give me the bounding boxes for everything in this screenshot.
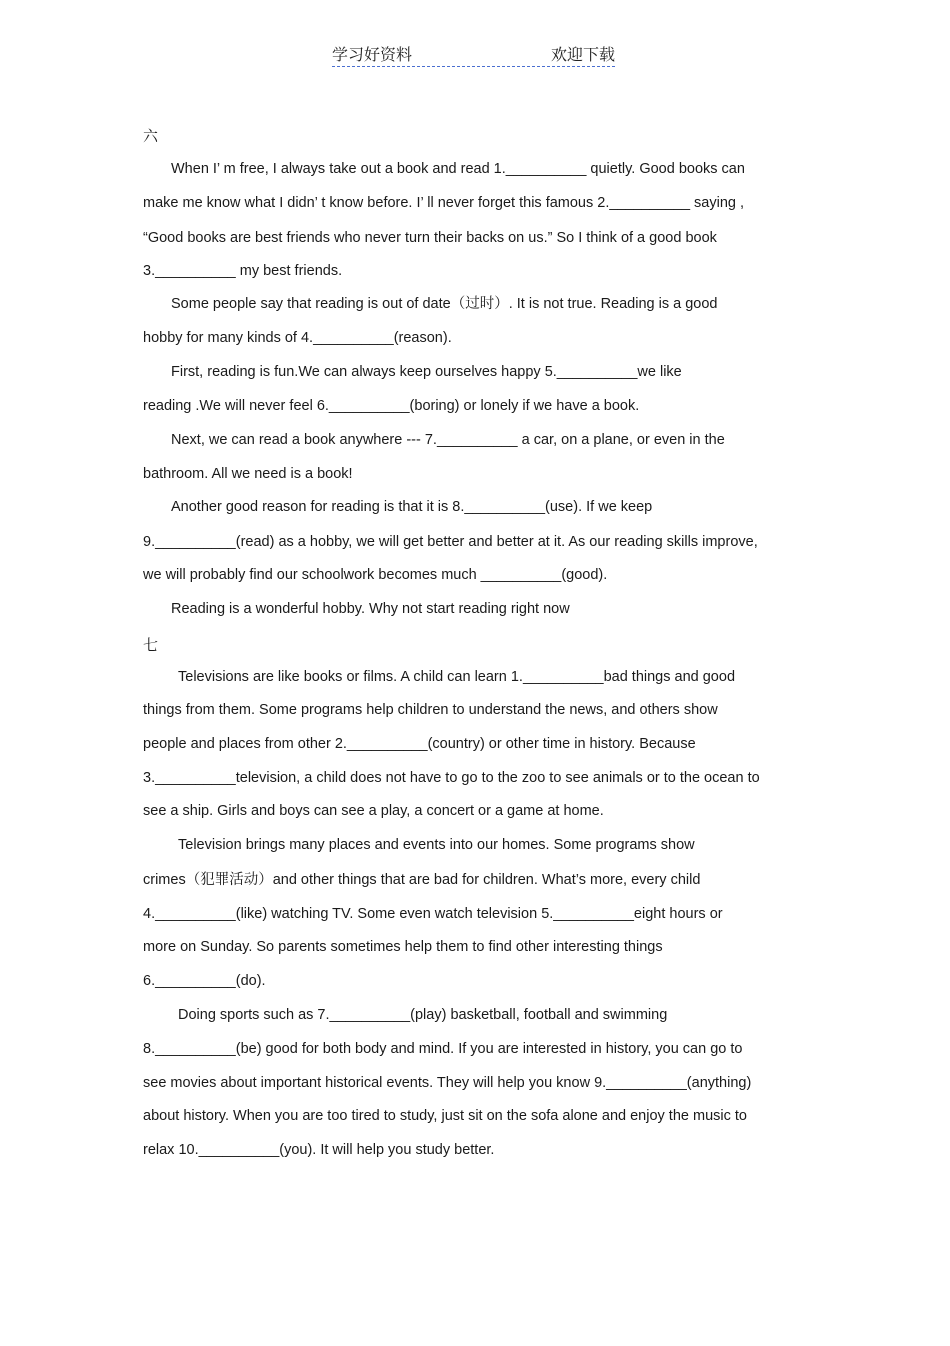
passage-line: When I’ m free, I always take out a book and read 1.__________ quietly. Good books can: [171, 161, 745, 177]
passage-line: things from them. Some programs help children to understand the news, and others show: [143, 702, 718, 718]
passage-line: Next, we can read a book anywhere --- 7.__________ a car, on a plane, or even in the: [171, 432, 725, 448]
passage-line: Televisions are like books or films. A child can learn 1.__________bad things and good: [178, 669, 736, 685]
passage-line: Television brings many places and events into our homes. Some programs show: [178, 837, 695, 853]
passage-line: 9.__________(read) as a hobby, we will get better and better at it. As our reading skills improve,: [143, 534, 758, 550]
passage-line: relax 10.__________(you). It will help you study better.: [143, 1142, 495, 1158]
passage-line: Reading is a wonderful hobby. Why not start reading right now: [171, 601, 570, 617]
header-left-text: 学习好资料: [332, 45, 413, 64]
page-header: [332, 40, 615, 67]
passage-line: more on Sunday. So parents sometimes help them to find other interesting things: [143, 939, 663, 955]
passage-line: 8.__________(be) good for both body and mind. If you are interested in history, you can go to: [143, 1041, 743, 1057]
passage-line: make me know what I didn’ t know before. I’ ll never forget this famous 2.__________ saying ,: [143, 195, 745, 211]
passage-line: Some people say that reading is out of date（过时）. It is not true. Reading is a good: [171, 296, 718, 312]
passage-line: reading .We will never feel 6.__________(boring) or lonely if we have a book.: [143, 398, 640, 414]
passage-line: 4.__________(like) watching TV. Some even watch television 5.__________eight hours or: [143, 906, 723, 922]
passage-line: First, reading is fun.We can always keep ourselves happy 5.__________we like: [171, 364, 682, 380]
passage-line: see movies about important historical events. They will help you know 9.__________(anything): [143, 1075, 752, 1091]
passage-line: hobby for many kinds of 4.__________(reason).: [143, 330, 452, 346]
passage-line: bathroom. All we need is a book!: [143, 466, 353, 482]
passage-line: “Good books are best friends who never turn their backs on us.” So I think of a good book: [143, 230, 717, 246]
passage-line: 3.__________ my best friends.: [143, 263, 343, 279]
section-6-marker: 六: [143, 127, 159, 145]
section-7-marker: 七: [143, 636, 159, 654]
passage-line: we will probably find our schoolwork becomes much __________(good).: [143, 567, 608, 583]
passage-line: 3.__________television, a child does not have to go to the zoo to see animals or to the ocean to: [143, 770, 760, 786]
passage-line: Another good reason for reading is that it is 8.__________(use). If we keep: [171, 499, 653, 515]
passage-line: people and places from other 2.__________(country) or other time in history. Because: [143, 736, 696, 752]
passage-line: Doing sports such as 7.__________(play) basketball, football and swimming: [178, 1007, 668, 1023]
passage-line: crimes（犯罪活动）and other things that are bad for children. What’s more, every child: [143, 872, 701, 888]
header-right-text: 欢迎下载: [550, 45, 615, 64]
passage-line: 6.__________(do).: [143, 973, 266, 989]
passage-line: see a ship. Girls and boys can see a play, a concert or a game at home.: [143, 803, 604, 819]
passage-line: about history. When you are too tired to study, just sit on the sofa alone and enjoy the music to: [143, 1108, 747, 1124]
